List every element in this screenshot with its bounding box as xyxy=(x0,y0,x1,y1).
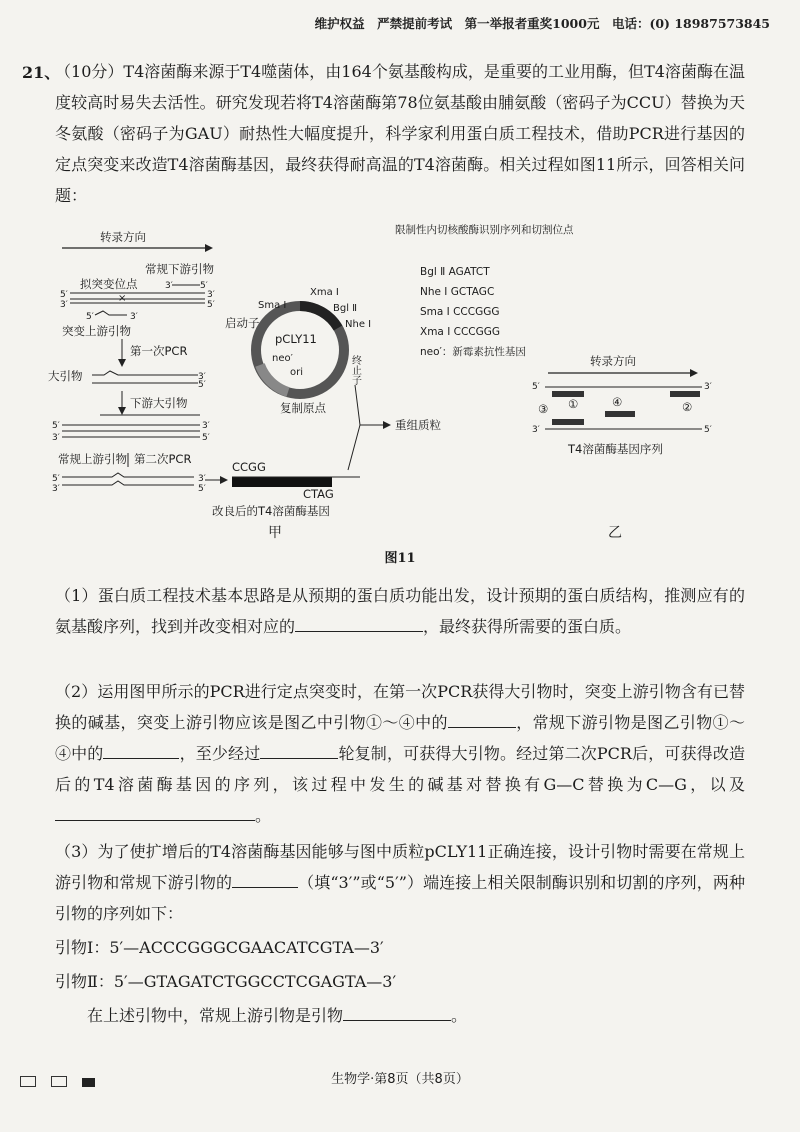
svg-text:Bgl Ⅱ: Bgl Ⅱ xyxy=(333,303,358,314)
yi-primer-4: ④ xyxy=(612,395,623,409)
jia-big-primer-label: 大引物 xyxy=(48,369,83,383)
terminator-label: 终止子 xyxy=(349,355,361,385)
svg-text:5′: 5′ xyxy=(60,290,68,300)
svg-text:5′: 5′ xyxy=(52,421,60,431)
svg-text:3′: 3′ xyxy=(198,474,206,484)
plasmid-name: pCLY11 xyxy=(275,332,317,346)
answer-blank-2[interactable] xyxy=(448,709,516,728)
primer-1-seq: 引物Ⅰ：5′—ACCCGGGCGAACATCGTA—3′ xyxy=(55,938,384,957)
yi-gene-seq-label: T4溶菌酶基因序列 xyxy=(568,442,663,456)
svg-text:3′: 3′ xyxy=(165,281,173,291)
jia-conv-upstream-label: 常规上游引物 xyxy=(58,452,127,466)
svg-text:ori: ori xyxy=(290,367,304,378)
ori-label: 复制原点 xyxy=(280,401,326,415)
panel-jia-label: 甲 xyxy=(268,525,282,541)
svg-text:neo′: neo′ xyxy=(272,353,293,364)
svg-text:Nhe Ⅰ GCTAGC: Nhe Ⅰ GCTAGC xyxy=(420,286,495,298)
svg-text:3′: 3′ xyxy=(532,425,540,435)
jia-second-pcr-label: 第二次PCR xyxy=(134,452,192,466)
svg-text:5′: 5′ xyxy=(704,425,712,435)
svg-text:3′: 3′ xyxy=(198,372,206,382)
yi-primer-3: ③ xyxy=(538,402,549,416)
figure-caption: 图11 xyxy=(384,551,416,566)
part-2: （2）运用图甲所示的PCR进行定点突变时，在第一次PCR获得大引物时，突变上游引物含有已替换的碱基，突变上游引物应该是图乙中引物①～④中的 ，常规下游引物是图乙引物①～④中的 ，至少经过 轮复制，可获得大引物。经过第二次PCR后，可获得改造后的T4溶菌酶基因的序列，该过程中发生的碱基对替换有G—C替换为C—G，以及。 xyxy=(55,682,745,825)
jia-seq-ctag: CTAG xyxy=(303,487,334,501)
svg-text:5′: 5′ xyxy=(198,380,206,390)
answer-blank-5[interactable] xyxy=(55,802,255,821)
jia-improved-gene-label: 改良后的T4溶菌酶基因 xyxy=(212,504,330,518)
svg-text:Sma Ⅰ: Sma Ⅰ xyxy=(258,300,287,311)
yi-primer-2: ② xyxy=(682,400,693,414)
jia-mutation-site-label: 拟突变位点 xyxy=(80,277,138,291)
part-1: （1）蛋白质工程技术基本思路是从预期的蛋白质功能出发，设计预期的蛋白质结构，推测应有的氨基酸序列，找到并改变相对应的 ，最终获得所需要的蛋白质。 xyxy=(55,586,745,636)
svg-text:5′: 5′ xyxy=(86,312,94,322)
svg-text:5′: 5′ xyxy=(532,382,540,392)
svg-text:5′: 5′ xyxy=(207,300,215,310)
answer-blank-1[interactable] xyxy=(295,613,423,632)
jia-seq-ccgg: CCGG xyxy=(232,460,266,474)
svg-text:×: × xyxy=(118,293,127,304)
primer-2-seq: 引物Ⅱ：5′—GTAGATCTGGCCTCGAGTA—3′ xyxy=(55,972,397,991)
answer-blank-4[interactable] xyxy=(260,740,338,759)
jia-transcription-label: 转录方向 xyxy=(100,230,146,244)
jia-conv-downstream-label: 常规下游引物 xyxy=(145,262,214,276)
answer-blank-6[interactable] xyxy=(232,869,298,888)
jia-mutant-upstream-label: 突变上游引物 xyxy=(62,324,131,338)
svg-text:3′: 3′ xyxy=(130,312,138,322)
legend-title: 限制性内切核酸酶识别序列和切割位点 xyxy=(395,224,574,236)
svg-text:5′: 5′ xyxy=(202,433,210,443)
exam-header: 维护权益 严禁提前考试 第一举报者重奖1000元 电话：(0) 18987573845 xyxy=(314,16,770,31)
part-3: （3）为了使扩增后的T4溶菌酶基因能够与图中质粒pCLY11正确连接，设计引物时需要在常规上游引物和常规下游引物的 （填“3′”或“5′”）端连接上相关限制酶识别和切割的序列，两种引物的序列如下： xyxy=(55,842,745,923)
svg-text:Bgl Ⅱ AGATCT: Bgl Ⅱ AGATCT xyxy=(420,266,490,278)
jia-downstream-big-primer-label: 下游大引物 xyxy=(130,396,188,410)
svg-text:5′: 5′ xyxy=(52,474,60,484)
svg-text:3′: 3′ xyxy=(52,484,60,494)
svg-text:Xma Ⅰ CCCGGG: Xma Ⅰ CCCGGG xyxy=(420,326,501,338)
page-footer: 生物学·第8页（共8页） xyxy=(331,1072,469,1087)
promoter-label: 启动子 xyxy=(225,316,260,330)
panel-yi-label: 乙 xyxy=(608,525,622,541)
yi-primer-1: ① xyxy=(568,397,579,411)
svg-text:Sma Ⅰ CCCGGG: Sma Ⅰ CCCGGG xyxy=(420,306,500,318)
svg-text:3′: 3′ xyxy=(704,382,712,392)
figure-11 xyxy=(0,215,800,575)
jia-first-pcr-label: 第一次PCR xyxy=(130,344,188,358)
recombinant-label: 重组质粒 xyxy=(395,418,441,432)
question-number: 21、 xyxy=(22,63,61,82)
svg-text:Xma Ⅰ: Xma Ⅰ xyxy=(310,287,339,298)
svg-text:Nhe Ⅰ: Nhe Ⅰ xyxy=(345,319,372,330)
svg-text:neo′：新霉素抗性基因: neo′：新霉素抗性基因 xyxy=(420,346,526,358)
svg-text:3′: 3′ xyxy=(52,433,60,443)
question-intro: （10分）T4溶菌酶来源于T4噬菌体，由164个氨基酸构成，是重要的工业用酶，但T4溶菌酶在温度较高时易失去活性。研究发现若将T4溶菌酶第78位氨基酸由脯氨酸（密码子为CCU）替换为天冬氨酸（密码子为GAU）耐热性大幅度提升，科学家利用蛋白质工程技术，借助PCR进行基因的定点突变来改造T4溶菌酶基因，最终获得耐高温的T4溶菌酶。相关过程如图11所示，回答相关问题： xyxy=(55,62,745,205)
svg-text:5′: 5′ xyxy=(200,281,208,291)
part-3-final: 在上述引物中，常规上游引物是引物 。 xyxy=(55,1000,745,1031)
answer-blank-7[interactable] xyxy=(343,1002,451,1021)
svg-text:3′: 3′ xyxy=(202,421,210,431)
yi-transcription-label: 转录方向 xyxy=(590,354,636,368)
svg-text:3′: 3′ xyxy=(207,290,215,300)
svg-text:5′: 5′ xyxy=(198,484,206,494)
answer-blank-3[interactable] xyxy=(103,740,179,759)
svg-text:3′: 3′ xyxy=(60,300,68,310)
